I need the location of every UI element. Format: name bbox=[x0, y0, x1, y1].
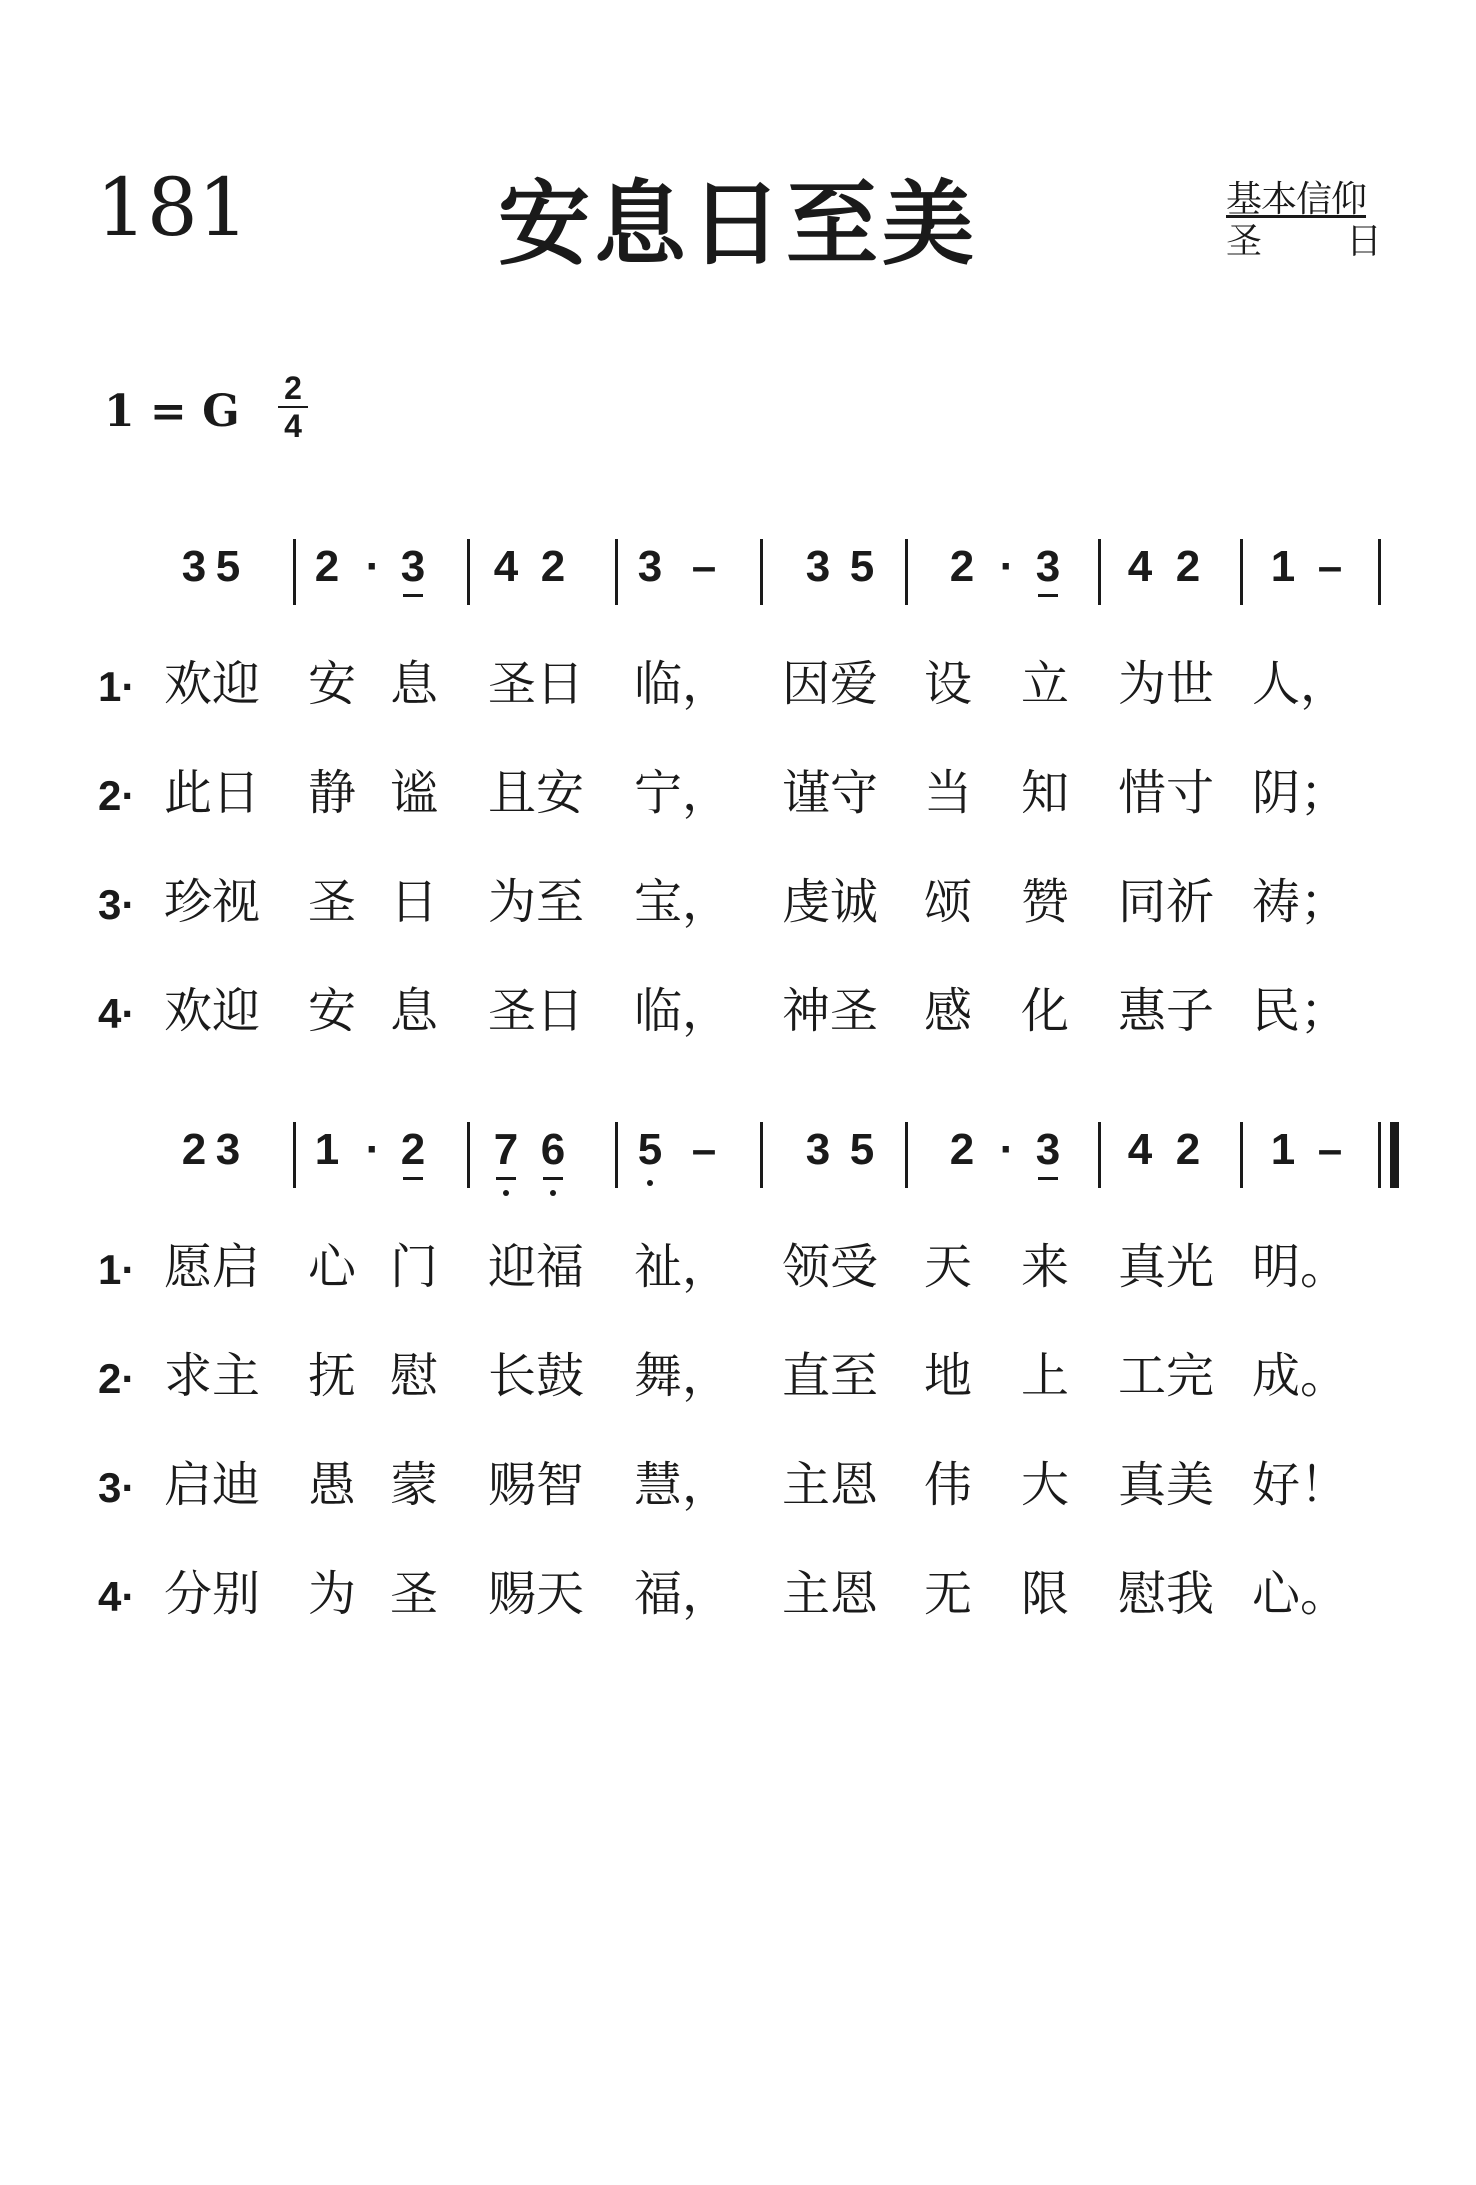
barline bbox=[905, 1122, 908, 1188]
lyric-syllable: 宝， bbox=[634, 874, 731, 930]
lyric-syllable: 息 bbox=[390, 983, 439, 1039]
lyric-syllable: 欢迎 bbox=[164, 983, 261, 1039]
lyric-syllable: 明。 bbox=[1252, 1239, 1349, 1295]
lyric-syllable: 上 bbox=[1021, 1348, 1070, 1404]
note: 6 bbox=[533, 1128, 573, 1172]
verse-number: 4· bbox=[98, 990, 136, 1037]
note: 1 bbox=[1270, 542, 1296, 591]
verse-line bbox=[0, 1566, 1476, 1630]
note: 2 bbox=[314, 542, 340, 591]
lyric-syllable: 主恩 bbox=[782, 1457, 879, 1513]
verse-number: 4· bbox=[98, 1573, 136, 1620]
barline bbox=[1240, 1122, 1243, 1188]
verse-number: 3· bbox=[98, 881, 136, 928]
lyric-syllable: 蒙 bbox=[390, 1457, 439, 1513]
note: 4 bbox=[493, 542, 519, 591]
dash-extension: – bbox=[1317, 1125, 1343, 1174]
underline bbox=[1038, 1177, 1058, 1180]
note: 1 bbox=[314, 1125, 340, 1174]
verse-line bbox=[0, 1457, 1476, 1521]
dash-extension: – bbox=[1317, 542, 1343, 591]
lyric-syllable: 地 bbox=[924, 1348, 973, 1404]
lyric-syllable: 无 bbox=[924, 1566, 973, 1622]
lyric-syllable: 化 bbox=[1021, 983, 1070, 1039]
lyric-syllable: 门 bbox=[390, 1239, 439, 1295]
lyric-syllable: 为世 bbox=[1118, 656, 1215, 712]
augmentation-dot: · bbox=[999, 1125, 1015, 1174]
underline bbox=[403, 594, 423, 597]
lyric-syllable: 圣日 bbox=[488, 983, 585, 1039]
category-text: 基本信仰 bbox=[1226, 179, 1367, 220]
note: 2 bbox=[949, 542, 975, 591]
note: 2 bbox=[181, 1125, 207, 1174]
lyric-syllable: 圣日 bbox=[488, 656, 585, 712]
barline bbox=[467, 1122, 470, 1188]
note: 2 bbox=[393, 1128, 433, 1172]
lyric-syllable: 直至 bbox=[782, 1348, 879, 1404]
lyric-syllable: 真光 bbox=[1118, 1239, 1215, 1295]
lower-octave-dot bbox=[550, 1190, 556, 1196]
lyric-syllable: 同祈 bbox=[1118, 874, 1215, 930]
barline bbox=[905, 539, 908, 605]
lyric-syllable: 福， bbox=[634, 1566, 731, 1622]
subcategory-char: 日 bbox=[1345, 221, 1382, 262]
dash-extension: – bbox=[691, 1125, 717, 1174]
note: 3 bbox=[181, 542, 207, 591]
underline bbox=[543, 1177, 563, 1180]
note: 7 bbox=[486, 1128, 526, 1172]
lyric-syllable: 颂 bbox=[924, 874, 973, 930]
lyric-syllable: 感 bbox=[924, 983, 973, 1039]
time-signature bbox=[278, 372, 308, 442]
lyric-syllable: 知 bbox=[1021, 765, 1070, 821]
lyric-syllable: 限 bbox=[1021, 1566, 1070, 1622]
lyric-syllable: 因爱 bbox=[782, 656, 879, 712]
notation-row bbox=[0, 542, 1476, 625]
lyric-syllable: 愿启 bbox=[164, 1239, 261, 1295]
hymn-number: 181 bbox=[96, 161, 249, 254]
lyric-syllable: 祉， bbox=[634, 1239, 731, 1295]
note: 2 bbox=[540, 542, 566, 591]
lyric-syllable: 圣 bbox=[308, 874, 357, 930]
lyric-syllable: 为 bbox=[308, 1566, 357, 1622]
lyric-syllable: 赐天 bbox=[488, 1566, 585, 1622]
note: 3 bbox=[1028, 1128, 1068, 1172]
lyric-syllable: 惜寸 bbox=[1118, 765, 1215, 821]
note: 3 bbox=[393, 545, 433, 589]
barline bbox=[760, 539, 763, 605]
lyric-syllable: 日 bbox=[390, 874, 439, 930]
note: 3 bbox=[1028, 545, 1068, 589]
lyric-syllable: 此日 bbox=[164, 765, 261, 821]
lyric-syllable: 且安 bbox=[488, 765, 585, 821]
note: 4 bbox=[1127, 1125, 1153, 1174]
lyric-syllable: 当 bbox=[924, 765, 973, 821]
note: 1 bbox=[1270, 1125, 1296, 1174]
barline bbox=[467, 539, 470, 605]
augmentation-dot: · bbox=[365, 542, 381, 591]
barline bbox=[615, 1122, 618, 1188]
lyric-syllable: 珍视 bbox=[164, 874, 261, 930]
lyric-syllable: 真美 bbox=[1118, 1457, 1215, 1513]
lyric-syllable: 工完 bbox=[1118, 1348, 1215, 1404]
dash-extension: – bbox=[691, 542, 717, 591]
lyric-syllable: 大 bbox=[1021, 1457, 1070, 1513]
lyric-syllable: 谨守 bbox=[782, 765, 879, 821]
note: 3 bbox=[215, 1125, 241, 1174]
verse-line bbox=[0, 1239, 1476, 1303]
key-signature: 1 = G bbox=[104, 386, 240, 437]
category-label bbox=[1226, 179, 1382, 262]
lyric-syllable: 立 bbox=[1021, 656, 1070, 712]
note: 3 bbox=[805, 542, 831, 591]
note: 3 bbox=[805, 1125, 831, 1174]
augmentation-dot: · bbox=[999, 542, 1015, 591]
lyric-syllable: 领受 bbox=[782, 1239, 879, 1295]
lyric-syllable: 欢迎 bbox=[164, 656, 261, 712]
lyric-syllable: 设 bbox=[924, 656, 973, 712]
lyric-syllable: 人， bbox=[1252, 656, 1349, 712]
lyric-syllable: 舞， bbox=[634, 1348, 731, 1404]
subcategory bbox=[1226, 221, 1382, 262]
lyric-syllable: 神圣 bbox=[782, 983, 879, 1039]
lyric-syllable: 静 bbox=[308, 765, 357, 821]
lyric-syllable: 临， bbox=[634, 656, 731, 712]
underline bbox=[1038, 594, 1058, 597]
verse-number: 2· bbox=[98, 772, 136, 819]
note: 5 bbox=[849, 542, 875, 591]
verse-line bbox=[0, 765, 1476, 829]
verse-line bbox=[0, 874, 1476, 938]
note: 5 bbox=[630, 1128, 670, 1172]
final-barline bbox=[1390, 1122, 1399, 1188]
lyric-syllable: 为至 bbox=[488, 874, 585, 930]
note: 5 bbox=[849, 1125, 875, 1174]
barline bbox=[293, 539, 296, 605]
lyric-syllable: 心。 bbox=[1252, 1566, 1349, 1622]
lyric-syllable: 抚 bbox=[308, 1348, 357, 1404]
lyric-syllable: 成。 bbox=[1252, 1348, 1349, 1404]
lyric-syllable: 赐智 bbox=[488, 1457, 585, 1513]
barline bbox=[1098, 539, 1101, 605]
verse-line bbox=[0, 656, 1476, 720]
underline bbox=[496, 1177, 516, 1180]
barline bbox=[1378, 1122, 1381, 1188]
lyric-syllable: 宁， bbox=[634, 765, 731, 821]
lyric-syllable: 分别 bbox=[164, 1566, 261, 1622]
underline bbox=[403, 1177, 423, 1180]
lyric-syllable: 主恩 bbox=[782, 1566, 879, 1622]
barline bbox=[760, 1122, 763, 1188]
lyric-syllable: 临， bbox=[634, 983, 731, 1039]
barline bbox=[615, 539, 618, 605]
notation-row bbox=[0, 1125, 1476, 1208]
note: 4 bbox=[1127, 542, 1153, 591]
lyric-syllable: 慧， bbox=[634, 1457, 731, 1513]
lyric-syllable: 惠子 bbox=[1118, 983, 1215, 1039]
note: 3 bbox=[637, 542, 663, 591]
note: 5 bbox=[215, 542, 241, 591]
verse-number: 1· bbox=[98, 1246, 136, 1293]
verse-line bbox=[0, 983, 1476, 1047]
lyric-syllable: 息 bbox=[390, 656, 439, 712]
lyric-syllable: 启迪 bbox=[164, 1457, 261, 1513]
lyric-syllable: 民； bbox=[1252, 983, 1349, 1039]
lyric-syllable: 谧 bbox=[390, 765, 439, 821]
note: 2 bbox=[1175, 1125, 1201, 1174]
lyric-syllable: 好！ bbox=[1252, 1457, 1349, 1513]
lyric-syllable: 心 bbox=[308, 1239, 357, 1295]
hymn-title: 安息日至美 bbox=[497, 170, 978, 278]
lyric-syllable: 慰我 bbox=[1118, 1566, 1215, 1622]
barline bbox=[1378, 539, 1381, 605]
verse-number: 2· bbox=[98, 1355, 136, 1402]
barline bbox=[293, 1122, 296, 1188]
lyric-syllable: 赞 bbox=[1021, 874, 1070, 930]
time-signature-numerator: 2 bbox=[278, 372, 308, 408]
lyric-syllable: 长鼓 bbox=[488, 1348, 585, 1404]
note: 2 bbox=[949, 1125, 975, 1174]
lyric-syllable: 伟 bbox=[924, 1457, 973, 1513]
lyric-syllable: 安 bbox=[308, 983, 357, 1039]
note: 2 bbox=[1175, 542, 1201, 591]
augmentation-dot: · bbox=[365, 1125, 381, 1174]
lyric-syllable: 迎福 bbox=[488, 1239, 585, 1295]
verse-number: 1· bbox=[98, 663, 136, 710]
lyric-syllable: 来 bbox=[1021, 1239, 1070, 1295]
lyric-syllable: 求主 bbox=[164, 1348, 261, 1404]
barline bbox=[1240, 539, 1243, 605]
subcategory-char: 圣 bbox=[1226, 221, 1263, 262]
lyric-syllable: 愚 bbox=[308, 1457, 357, 1513]
lyric-syllable: 阴； bbox=[1252, 765, 1349, 821]
lower-octave-dot bbox=[647, 1180, 653, 1186]
verse-line bbox=[0, 1348, 1476, 1412]
barline bbox=[1098, 1122, 1101, 1188]
lyric-syllable: 圣 bbox=[390, 1566, 439, 1622]
verse-number: 3· bbox=[98, 1464, 136, 1511]
lower-octave-dot bbox=[503, 1190, 509, 1196]
time-signature-denominator: 4 bbox=[284, 408, 302, 444]
lyric-syllable: 虔诚 bbox=[782, 874, 879, 930]
lyric-syllable: 慰 bbox=[390, 1348, 439, 1404]
lyric-syllable: 天 bbox=[924, 1239, 973, 1295]
lyric-syllable: 祷； bbox=[1252, 874, 1349, 930]
lyric-syllable: 安 bbox=[308, 656, 357, 712]
